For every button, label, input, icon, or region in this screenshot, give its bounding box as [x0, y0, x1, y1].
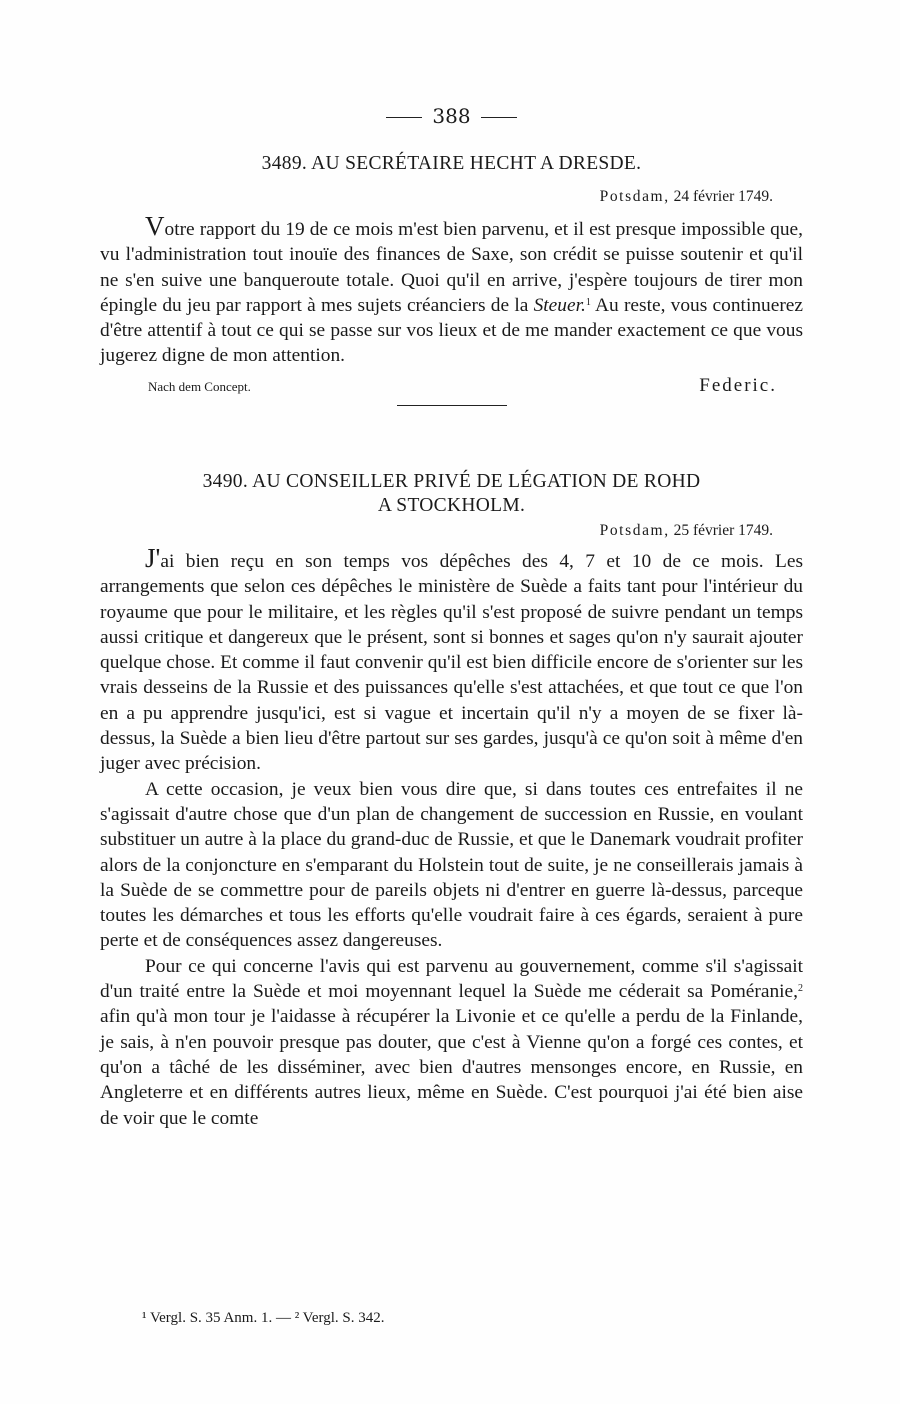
- letter-body-paragraph: A cette occasion, je veux bien vous dire que, si dans toutes ces entrefaites il ne s'agissait d'autre chose que d'un plan de changement de succession en Russie, en voulant substituer un autre à la place du grand-duc de Russie, et que le Danemark voudrait profiter alors de la conjoncture en s'emparant du Holstein tout de suite, je ne conseillerais jamais à la Suède de se commettre pour de pareils objets ni d'entrer en guerre là-dessus, parceque toutes les démarches et tous les efforts qu'elle voudrait faire à ces égards, seraient à pure perte et de conséquences assez dangereuses.: [100, 778, 803, 952]
- letter-title: 3490. AU CONSEILLER PRIVÉ DE LÉGATION DE ROHD A STOCKHOLM.: [202, 471, 701, 516]
- footnote-ref: 1: [585, 296, 591, 308]
- letter-body-paragraph: J'ai bien reçu en son temps vos dépêches des 4, 7 et 10 de ce mois. Les arrangements que selon ces dépêches le ministère de Suède a faits tant pour l'intérieur du royaume que pour le militaire, et les règles qu'il s'est proposé de suivre pendant un temps aussi critique et dangereux que le présent, sont si bonnes et sages qu'on n'y saurait ajouter quelque chose. Et comme il faut convenir qu'il est bien difficile encore de s'orienter sur les vrais desseins de la Russie et des puissances qu'elle s'est attachées, et que tout ce que l'on en a pu apprendre jusqu'ici, est si vague et incertain qu'il n'y a moyen de se fixer là-dessus, la Suède a bien lieu d'être partout sur ses gardes, jusqu'à ce qu'on soit à même d'en juger avec précision.: [100, 543, 803, 775]
- letter-title: 3489. AU SECRÉTAIRE HECHT A DRESDE.: [261, 153, 642, 174]
- footnote-ref: 2: [798, 983, 803, 995]
- dash-left: [386, 117, 422, 118]
- letter-3490: [100, 470, 803, 1131]
- letter-date: Potsdam, 24 février 1749.: [599, 188, 773, 205]
- dash-right: [481, 117, 517, 118]
- source-note: Nach dem Concept.: [148, 378, 251, 394]
- page-number: 388: [100, 104, 803, 128]
- section-divider: [397, 405, 507, 406]
- footnotes: ¹ Vergl. S. 35 Anm. 1. — ² Vergl. S. 342.: [142, 1310, 385, 1326]
- letter-date: Potsdam, 25 février 1749.: [599, 522, 773, 539]
- letter-3489: [100, 152, 803, 406]
- signature: Federic.: [699, 374, 777, 396]
- document-page: [100, 0, 803, 1404]
- letter-body-paragraph: Votre rapport du 19 de ce mois m'est bien parvenu, et il est presque impossible que, vu l'administration tout inouïe des finances de Saxe, son crédit se puisse soutenir et qu'il ne s'en suive une banqueroute totale. Quoi qu'il en arrive, j'espère toujours de tirer mon épingle du jeu par rapport à mes sujets créanciers de la Steuer.$^1$ Au reste, vous continuerez d'être attentif à tout ce qui se passe sur vos lieux et de me mander exactement ce que vous jugerez digne de mon attention.: [100, 211, 803, 367]
- signoff: [100, 375, 803, 397]
- letter-body-paragraph: Pour ce qui concerne l'avis qui est parvenu au gouvernement, comme s'il s'agissait d'un traité entre la Suède et moi moyennant lequel la Suède me céderait sa Poméranie,$^2$ afin qu'à mon tour je l'aidasse à récupérer la Livonie et ce qu'elle a perdu de la Finlande, je sais, à n'en pouvoir presque pas douter, que c'est à Vienne qu'on a forgé ces contes, et qu'on a tâché de les disséminer, avec bien d'autres mensonges encore, en Russie, en Angleterre et en différents autres lieux, même en Suède. C'est pourquoi j'ai été bien aise de voir que le comte: [100, 955, 803, 1129]
